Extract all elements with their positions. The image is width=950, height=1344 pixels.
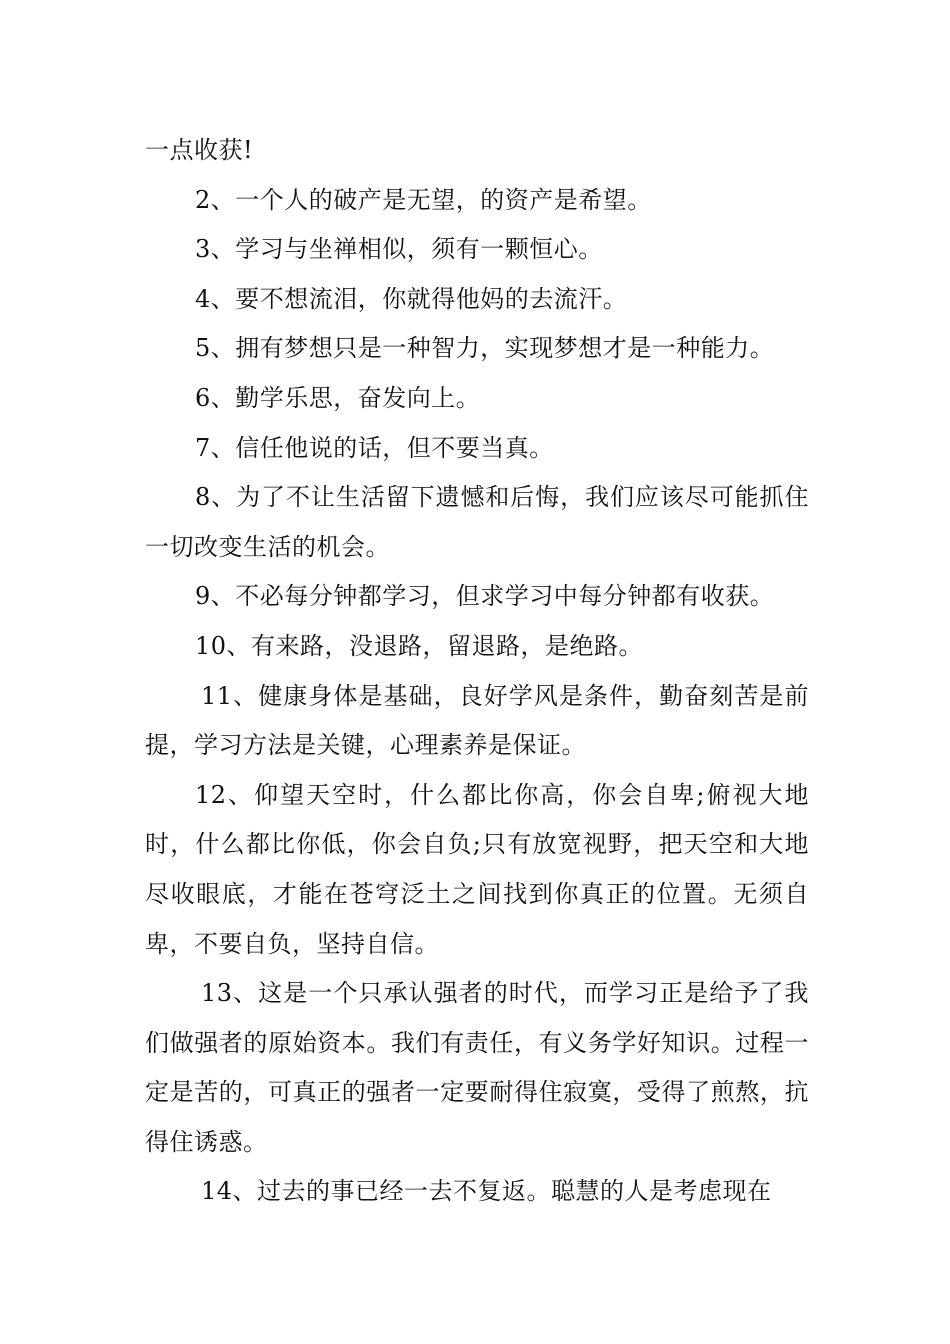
quote-item-12: 12、仰望天空时，什么都比你高，你会自卑;俯视大地时，什么都比你低，你会自负;只有放宽视野，把天空和大地尽收眼底，才能在苍穹泛土之间找到你真正的位置。无须自卑，不要自负，坚持自信。 bbox=[145, 780, 809, 958]
quote-item-13: 13、这是一个只承认强者的时代，而学习正是给予了我们做强者的原始资本。我们有责任，有义务学好知识。过程一定是苦的，可真正的强者一定要耐得住寂寞，受得了煎熬，抗得住诱惑。 bbox=[145, 979, 809, 1156]
paragraph-continuation: 一点收获! bbox=[145, 136, 254, 164]
quote-item-5: 5、拥有梦想只是一种智力，实现梦想才是一种能力。 bbox=[195, 334, 775, 363]
quote-item-2: 2、一个人的破产是无望，的资产是希望。 bbox=[195, 185, 652, 214]
quote-item-6: 6、勤学乐思，奋发向上。 bbox=[195, 383, 481, 412]
quote-item-8: 8、为了不让生活留下遗憾和后悔，我们应该尽可能抓住一切改变生活的机会。 bbox=[145, 483, 809, 561]
quote-item-4: 4、要不想流泪，你就得他妈的去流汗。 bbox=[195, 284, 628, 313]
document-body bbox=[145, 126, 809, 1217]
quote-item-3: 3、学习与坐禅相似，须有一颗恒心。 bbox=[195, 235, 603, 264]
quote-item-9: 9、不必每分钟都学习，但求学习中每分钟都有收获。 bbox=[195, 582, 775, 611]
quote-item-10: 10、有来路，没退路，留退路，是绝路。 bbox=[195, 631, 644, 660]
quote-item-14: 14、过去的事已经一去不复返。聪慧的人是考虑现在 bbox=[201, 1177, 772, 1206]
quote-item-11: 11、健康身体是基础，良好学风是条件，勤奋刻苦是前提，学习方法是关键，心理素养是保证。 bbox=[145, 681, 809, 760]
quote-item-7: 7、信任他说的话，但不要当真。 bbox=[195, 433, 554, 462]
